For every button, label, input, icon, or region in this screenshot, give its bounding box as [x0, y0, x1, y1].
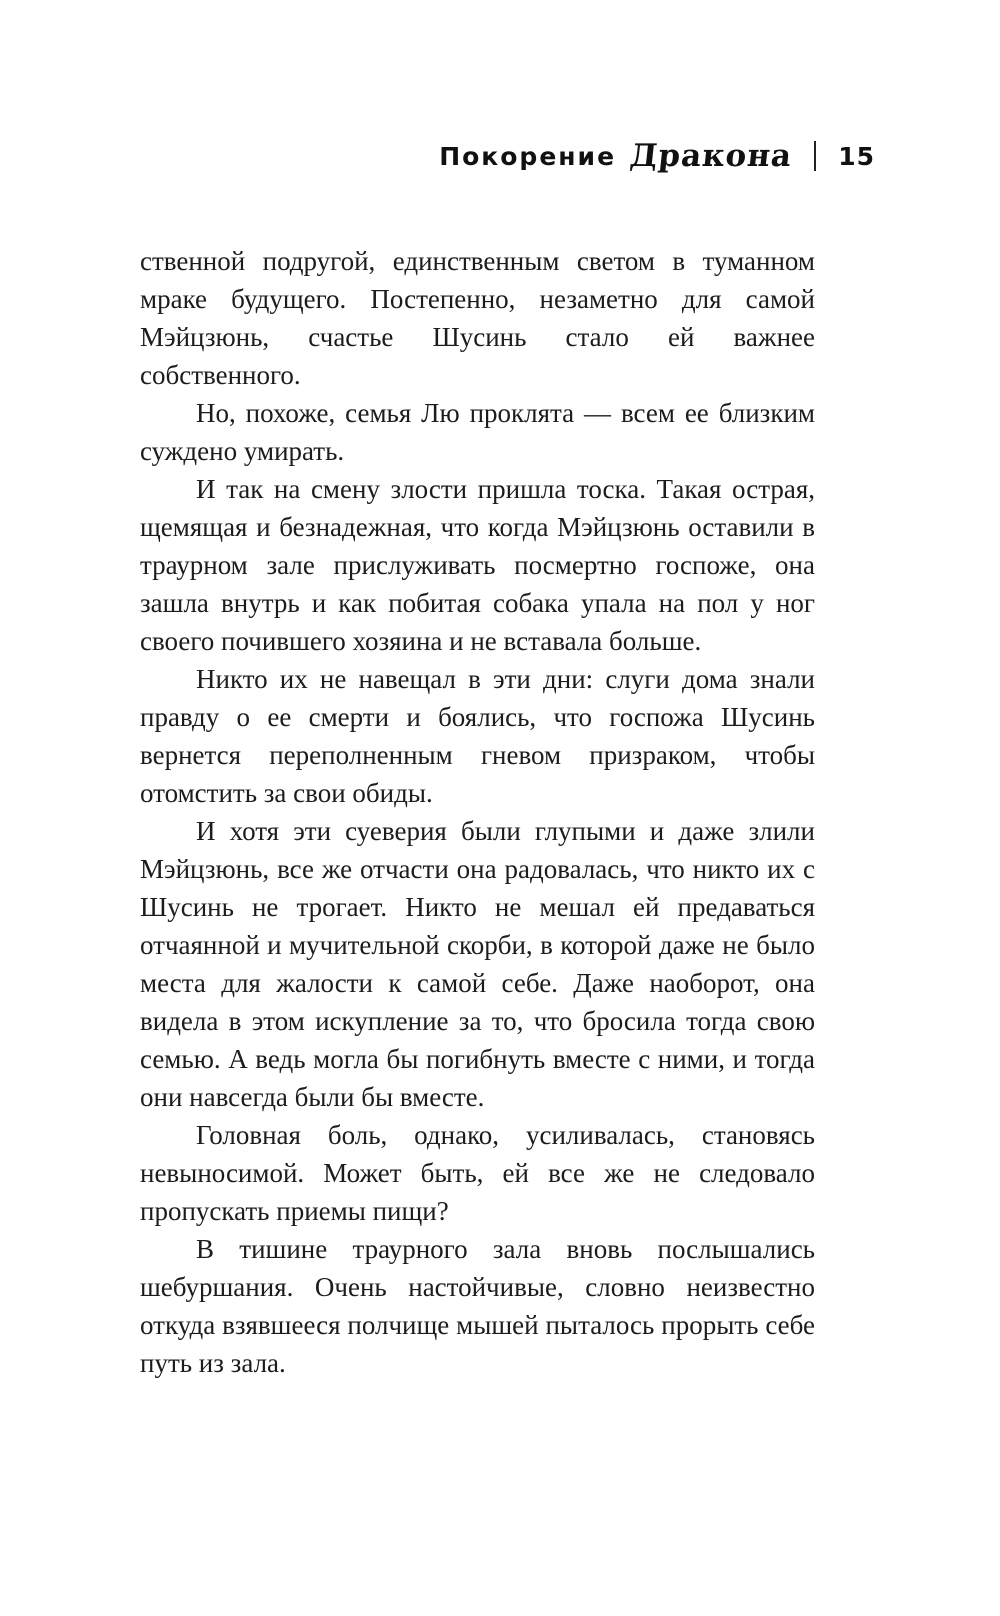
paragraph: В тишине траурного зала вновь послышались шебуршания. Очень настойчивые, словно неизвестно откуда взявшееся полчище мышей пыталось прорыть себе путь из зала.: [140, 1234, 815, 1378]
body-text: [140, 242, 815, 1382]
paragraph: И хотя эти суеверия были глупыми и даже злили Мэйцзюнь, все же отчасти она радовалась, что никто их с Шусинь не трогает. Никто не мешал ей предаваться отчаянной и мучительной скорби, в которой даже не было места для жалости к самой себе. Даже наоборот, она видела в этом искупление за то, что бросила тогда свою семью. А ведь могла бы погибнуть вместе с ними, и тогда они навсегда были бы вместе.: [140, 816, 815, 1112]
paragraph: Головная боль, однако, усиливалась, становясь невыносимой. Может быть, ей все же не следовало пропускать приемы пищи?: [140, 1120, 815, 1226]
running-header: [140, 128, 875, 184]
page-number: 15: [838, 141, 875, 171]
paragraph-continuation: ственной подругой, единственным светом в туманном мраке будущего. Постепенно, незаметно для самой Мэйцзюнь, счастье Шусинь стало ей важнее собственного.: [140, 246, 815, 390]
book-title: Покорение: [439, 141, 617, 171]
paragraph: Никто их не навещал в эти дни: слуги дома знали правду о ее смерти и боялись, что госпожа Шусинь вернется переполненным гневом призраком, чтобы отомстить за свои обиды.: [140, 664, 815, 808]
book-title-dragon-word: Дракона: [628, 138, 795, 174]
paragraph: Но, похоже, семья Лю проклята — всем ее близким суждено умирать.: [140, 398, 815, 466]
paragraph: И так на смену злости пришла тоска. Такая острая, щемящая и безнадежная, что когда Мэйцзюнь оставили в траурном зале прислуживать посмертно госпоже, она зашла внутрь и как побитая собака упала на пол у ног своего почившего хозяина и не вставала больше.: [140, 474, 815, 656]
header-divider: [814, 141, 816, 171]
